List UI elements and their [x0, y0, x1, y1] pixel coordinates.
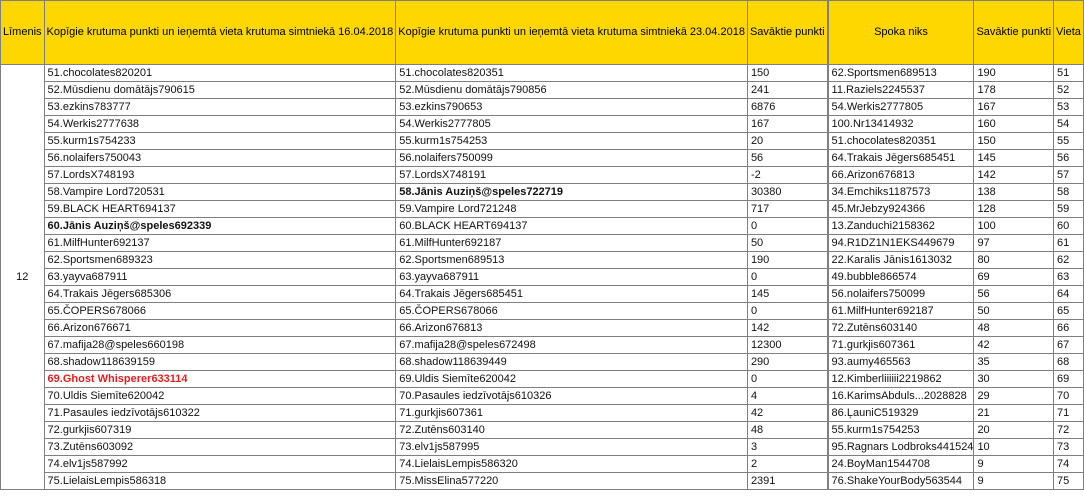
nick-cell: 51.chocolates820351: [828, 133, 974, 150]
table-row: [1, 150, 1084, 167]
weekly-points-cell: 50: [747, 235, 827, 252]
place-cell: 55: [1054, 133, 1084, 150]
place-cell: 54: [1054, 116, 1084, 133]
nick-cell: 24.BoyMan1544708: [828, 456, 974, 473]
prev-rank-cell: 66.Arizon676671: [44, 320, 396, 337]
curr-rank-cell: 52.Mūsdienu domātājs790856: [396, 82, 748, 99]
table-row: [1, 405, 1084, 422]
nick-cell: 13.Zanduchi2158362: [828, 218, 974, 235]
weekly-points-cell: 290: [747, 354, 827, 371]
table-row: [1, 133, 1084, 150]
curr-rank-cell: 55.kurm1s754253: [396, 133, 748, 150]
level-header: Līmenis: [1, 1, 45, 65]
weekly-points-cell-2: 69: [974, 269, 1054, 286]
table-row: [1, 354, 1084, 371]
curr-rank-cell: 57.LordsX748191: [396, 167, 748, 184]
place-cell: 61: [1054, 235, 1084, 252]
prev-rank-cell: 75.LielaisLempis586318: [44, 473, 396, 490]
curr-rank-cell: 58.Jānis Auziņš@speles722719: [396, 184, 748, 201]
weekly-points-cell-2: 30: [974, 371, 1054, 388]
nick-cell: 12.Kimberliiiiii2219862: [828, 371, 974, 388]
weekly-points-cell: 145: [747, 286, 827, 303]
weekly-points-cell: 190: [747, 252, 827, 269]
prev-rank-cell: 60.Jānis Auziņš@speles692339: [44, 218, 396, 235]
weekly-points-cell-2: 21: [974, 405, 1054, 422]
weekly-points-cell-2: 178: [974, 82, 1054, 99]
curr-rank-cell: 56.nolaifers750099: [396, 150, 748, 167]
weekly-points-cell-2: 48: [974, 320, 1054, 337]
place-cell: 65: [1054, 303, 1084, 320]
curr-rank-cell: 73.elv1js587995: [396, 439, 748, 456]
nick-header: Spoka niks: [828, 1, 974, 65]
weekly-points-cell: 0: [747, 371, 827, 388]
place-cell: 52: [1054, 82, 1084, 99]
table-row: [1, 473, 1084, 490]
curr-rank-cell: 63.yayva687911: [396, 269, 748, 286]
prev-rank-cell: 65.ČOPERS678066: [44, 303, 396, 320]
nick-cell: 64.Trakais Jēgers685451: [828, 150, 974, 167]
place-cell: 75: [1054, 473, 1084, 490]
prev-rank-cell: 58.Vampire Lord720531: [44, 184, 396, 201]
place-cell: 59: [1054, 201, 1084, 218]
weekly-points-cell: 150: [747, 65, 827, 82]
weekly-points-cell-2: 29: [974, 388, 1054, 405]
weekly-points-cell: 717: [747, 201, 827, 218]
weekly-points-cell: 56: [747, 150, 827, 167]
prev-rank-cell: 55.kurm1s754233: [44, 133, 396, 150]
table-row: [1, 116, 1084, 133]
weekly-points-cell-2: 42: [974, 337, 1054, 354]
curr-rank-cell: 70.Pasaules iedzīvotājs610326: [396, 388, 748, 405]
weekly-points-cell: 2: [747, 456, 827, 473]
place-cell: 63: [1054, 269, 1084, 286]
prev-rank-cell: 52.Mūsdienu domātājs790615: [44, 82, 396, 99]
prev-rank-cell: 74.elv1js587992: [44, 456, 396, 473]
table-row: [1, 422, 1084, 439]
weekly-points-cell-2: 145: [974, 150, 1054, 167]
place-cell: 66: [1054, 320, 1084, 337]
table-row: [1, 320, 1084, 337]
prev-rank-cell: 61.MilfHunter692137: [44, 235, 396, 252]
curr-rank-cell: 72.Zutēns603140: [396, 422, 748, 439]
nick-cell: 16.KarimsAbduls...2028828: [828, 388, 974, 405]
table-row: [1, 184, 1084, 201]
table-row: [1, 167, 1084, 184]
nick-cell: 55.kurm1s754253: [828, 422, 974, 439]
nick-cell: 94.R1DZ1N1EKS449679: [828, 235, 974, 252]
table-row: [1, 99, 1084, 116]
prev-rank-cell: 54.Werkis2777638: [44, 116, 396, 133]
weekly-points-cell-2: 128: [974, 201, 1054, 218]
weekly-points-cell: 48: [747, 422, 827, 439]
prev-rank-cell: 62.Sportsmen689323: [44, 252, 396, 269]
prev-rank-cell: 73.Zutēns603092: [44, 439, 396, 456]
weekly-points-cell: 30380: [747, 184, 827, 201]
weekly-points-cell: 0: [747, 303, 827, 320]
prev-rank-cell: 70.Uldis Siemīte620042: [44, 388, 396, 405]
nick-cell: 56.nolaifers750099: [828, 286, 974, 303]
curr-rank-cell: 75.MissElina577220: [396, 473, 748, 490]
curr-rank-cell: 69.Uldis Siemīte620042: [396, 371, 748, 388]
prev-rank-cell: 68.shadow118639159: [44, 354, 396, 371]
weekly-points-cell: 20: [747, 133, 827, 150]
place-cell: 64: [1054, 286, 1084, 303]
weekly-points-cell-2: 142: [974, 167, 1054, 184]
nick-cell: 72.Zutēns603140: [828, 320, 974, 337]
table-row: [1, 286, 1084, 303]
prev-rank-cell: 56.nolaifers750043: [44, 150, 396, 167]
weekly-points-cell-2: 150: [974, 133, 1054, 150]
nick-cell: 61.MilfHunter692187: [828, 303, 974, 320]
nick-cell: 49.bubble866574: [828, 269, 974, 286]
nick-cell: 45.MrJebzy924366: [828, 201, 974, 218]
table-row: [1, 65, 1084, 82]
weekly-points-cell-2: 9: [974, 456, 1054, 473]
weekly-points-cell-2: 9: [974, 473, 1054, 490]
place-cell: 53: [1054, 99, 1084, 116]
curr-rank-cell: 54.Werkis2777805: [396, 116, 748, 133]
prev-rank-cell: 67.mafija28@speles660198: [44, 337, 396, 354]
nick-cell: 100.Nr13414932: [828, 116, 974, 133]
weekly-points-cell-2: 100: [974, 218, 1054, 235]
curr-rank-cell: 66.Arizon676813: [396, 320, 748, 337]
place-cell: 73: [1054, 439, 1084, 456]
weekly-points-cell: 42: [747, 405, 827, 422]
curr-rank-cell: 67.mafija28@speles672498: [396, 337, 748, 354]
weekly-points-cell: 142: [747, 320, 827, 337]
weekly-points-cell-2: 160: [974, 116, 1054, 133]
nick-cell: 11.Raziels2245537: [828, 82, 974, 99]
curr-rank-cell: 74.LielaisLempis586320: [396, 456, 748, 473]
weekly-points-cell: 6876: [747, 99, 827, 116]
weekly-points-header: Savāktie punkti: [747, 1, 827, 65]
prev-rank-cell: 72.gurkjis607319: [44, 422, 396, 439]
prev-rank-cell: 64.Trakais Jēgers685306: [44, 286, 396, 303]
nick-cell: 54.Werkis2777805: [828, 99, 974, 116]
nick-cell: 95.Ragnars Lodbroks441524: [828, 439, 974, 456]
curr-rank-cell: 65.ČOPERS678066: [396, 303, 748, 320]
place-cell: 74: [1054, 456, 1084, 473]
table-row: [1, 252, 1084, 269]
place-cell: 69: [1054, 371, 1084, 388]
weekly-points-cell: 2391: [747, 473, 827, 490]
weekly-points-cell-2: 80: [974, 252, 1054, 269]
prev-rank-cell: 57.LordsX748193: [44, 167, 396, 184]
curr-rank-cell: 53.ezkins790653: [396, 99, 748, 116]
prev-rank-cell: 63.yayva687911: [44, 269, 396, 286]
table-row: [1, 337, 1084, 354]
weekly-points-cell-2: 10: [974, 439, 1054, 456]
place-cell: 60: [1054, 218, 1084, 235]
weekly-points-cell: 4: [747, 388, 827, 405]
weekly-points-cell-2: 35: [974, 354, 1054, 371]
table-row: [1, 235, 1084, 252]
curr-rank-cell: 71.gurkjis607361: [396, 405, 748, 422]
curr-rank-cell: 68.shadow118639449: [396, 354, 748, 371]
weekly-points-cell: 3: [747, 439, 827, 456]
place-cell: 70: [1054, 388, 1084, 405]
nick-cell: 62.Sportsmen689513: [828, 65, 974, 82]
nick-cell: 66.Arizon676813: [828, 167, 974, 184]
weekly-points-cell-2: 138: [974, 184, 1054, 201]
curr-rank-cell: 51.chocolates820351: [396, 65, 748, 82]
table-row: [1, 371, 1084, 388]
weekly-points-cell-2: 167: [974, 99, 1054, 116]
weekly-points-cell: 0: [747, 269, 827, 286]
prev-rank-cell: 69.Ghost Whisperer633114: [44, 371, 396, 388]
prev-rank-cell: 59.BLACK HEART694137: [44, 201, 396, 218]
table-row: [1, 439, 1084, 456]
place-cell: 51: [1054, 65, 1084, 82]
place-cell: 57: [1054, 167, 1084, 184]
curr-rank-cell: 62.Sportsmen689513: [396, 252, 748, 269]
table-row: [1, 303, 1084, 320]
table-row: [1, 201, 1084, 218]
place-cell: 67: [1054, 337, 1084, 354]
place-cell: 58: [1054, 184, 1084, 201]
weekly-points-header-2: Savāktie punkti: [974, 1, 1054, 65]
weekly-points-cell: 167: [747, 116, 827, 133]
weekly-points-cell: -2: [747, 167, 827, 184]
table-row: [1, 388, 1084, 405]
place-cell: 71: [1054, 405, 1084, 422]
curr-rank-cell: 64.Trakais Jēgers685451: [396, 286, 748, 303]
nick-cell: 34.Emchiks1187573: [828, 184, 974, 201]
nick-cell: 76.ShakeYourBody563544: [828, 473, 974, 490]
place-cell: 68: [1054, 354, 1084, 371]
weekly-points-cell-2: 97: [974, 235, 1054, 252]
prev-rank-cell: 71.Pasaules iedzīvotājs610322: [44, 405, 396, 422]
nick-cell: 22.Karalis Jānis1613032: [828, 252, 974, 269]
weekly-points-cell-2: 20: [974, 422, 1054, 439]
weekly-points-cell: 0: [747, 218, 827, 235]
prev-week-header: Kopīgie krutuma punkti un ieņemtā vieta krutuma simtniekā 16.04.2018: [44, 1, 396, 65]
place-cell: 56: [1054, 150, 1084, 167]
weekly-points-cell: 12300: [747, 337, 827, 354]
curr-rank-cell: 61.MilfHunter692187: [396, 235, 748, 252]
prev-rank-cell: 53.ezkins783777: [44, 99, 396, 116]
weekly-points-cell-2: 190: [974, 65, 1054, 82]
header-row: [1, 1, 1084, 65]
weekly-points-cell-2: 56: [974, 286, 1054, 303]
place-cell: 62: [1054, 252, 1084, 269]
table-row: [1, 456, 1084, 473]
level-cell: 12: [1, 65, 45, 490]
nick-cell: 71.gurkjis607361: [828, 337, 974, 354]
weekly-points-cell-2: 50: [974, 303, 1054, 320]
place-cell: 72: [1054, 422, 1084, 439]
weekly-points-cell: 241: [747, 82, 827, 99]
table-row: [1, 218, 1084, 235]
table-row: [1, 269, 1084, 286]
prev-rank-cell: 51.chocolates820201: [44, 65, 396, 82]
place-header: Vieta: [1054, 1, 1084, 65]
nick-cell: 86.ĻauniC519329: [828, 405, 974, 422]
curr-rank-cell: 60.BLACK HEART694137: [396, 218, 748, 235]
nick-cell: 93.aumy465563: [828, 354, 974, 371]
table-row: [1, 82, 1084, 99]
curr-rank-cell: 59.Vampire Lord721248: [396, 201, 748, 218]
curr-week-header: Kopīgie krutuma punkti un ieņemtā vieta krutuma simtniekā 23.04.2018: [396, 1, 748, 65]
